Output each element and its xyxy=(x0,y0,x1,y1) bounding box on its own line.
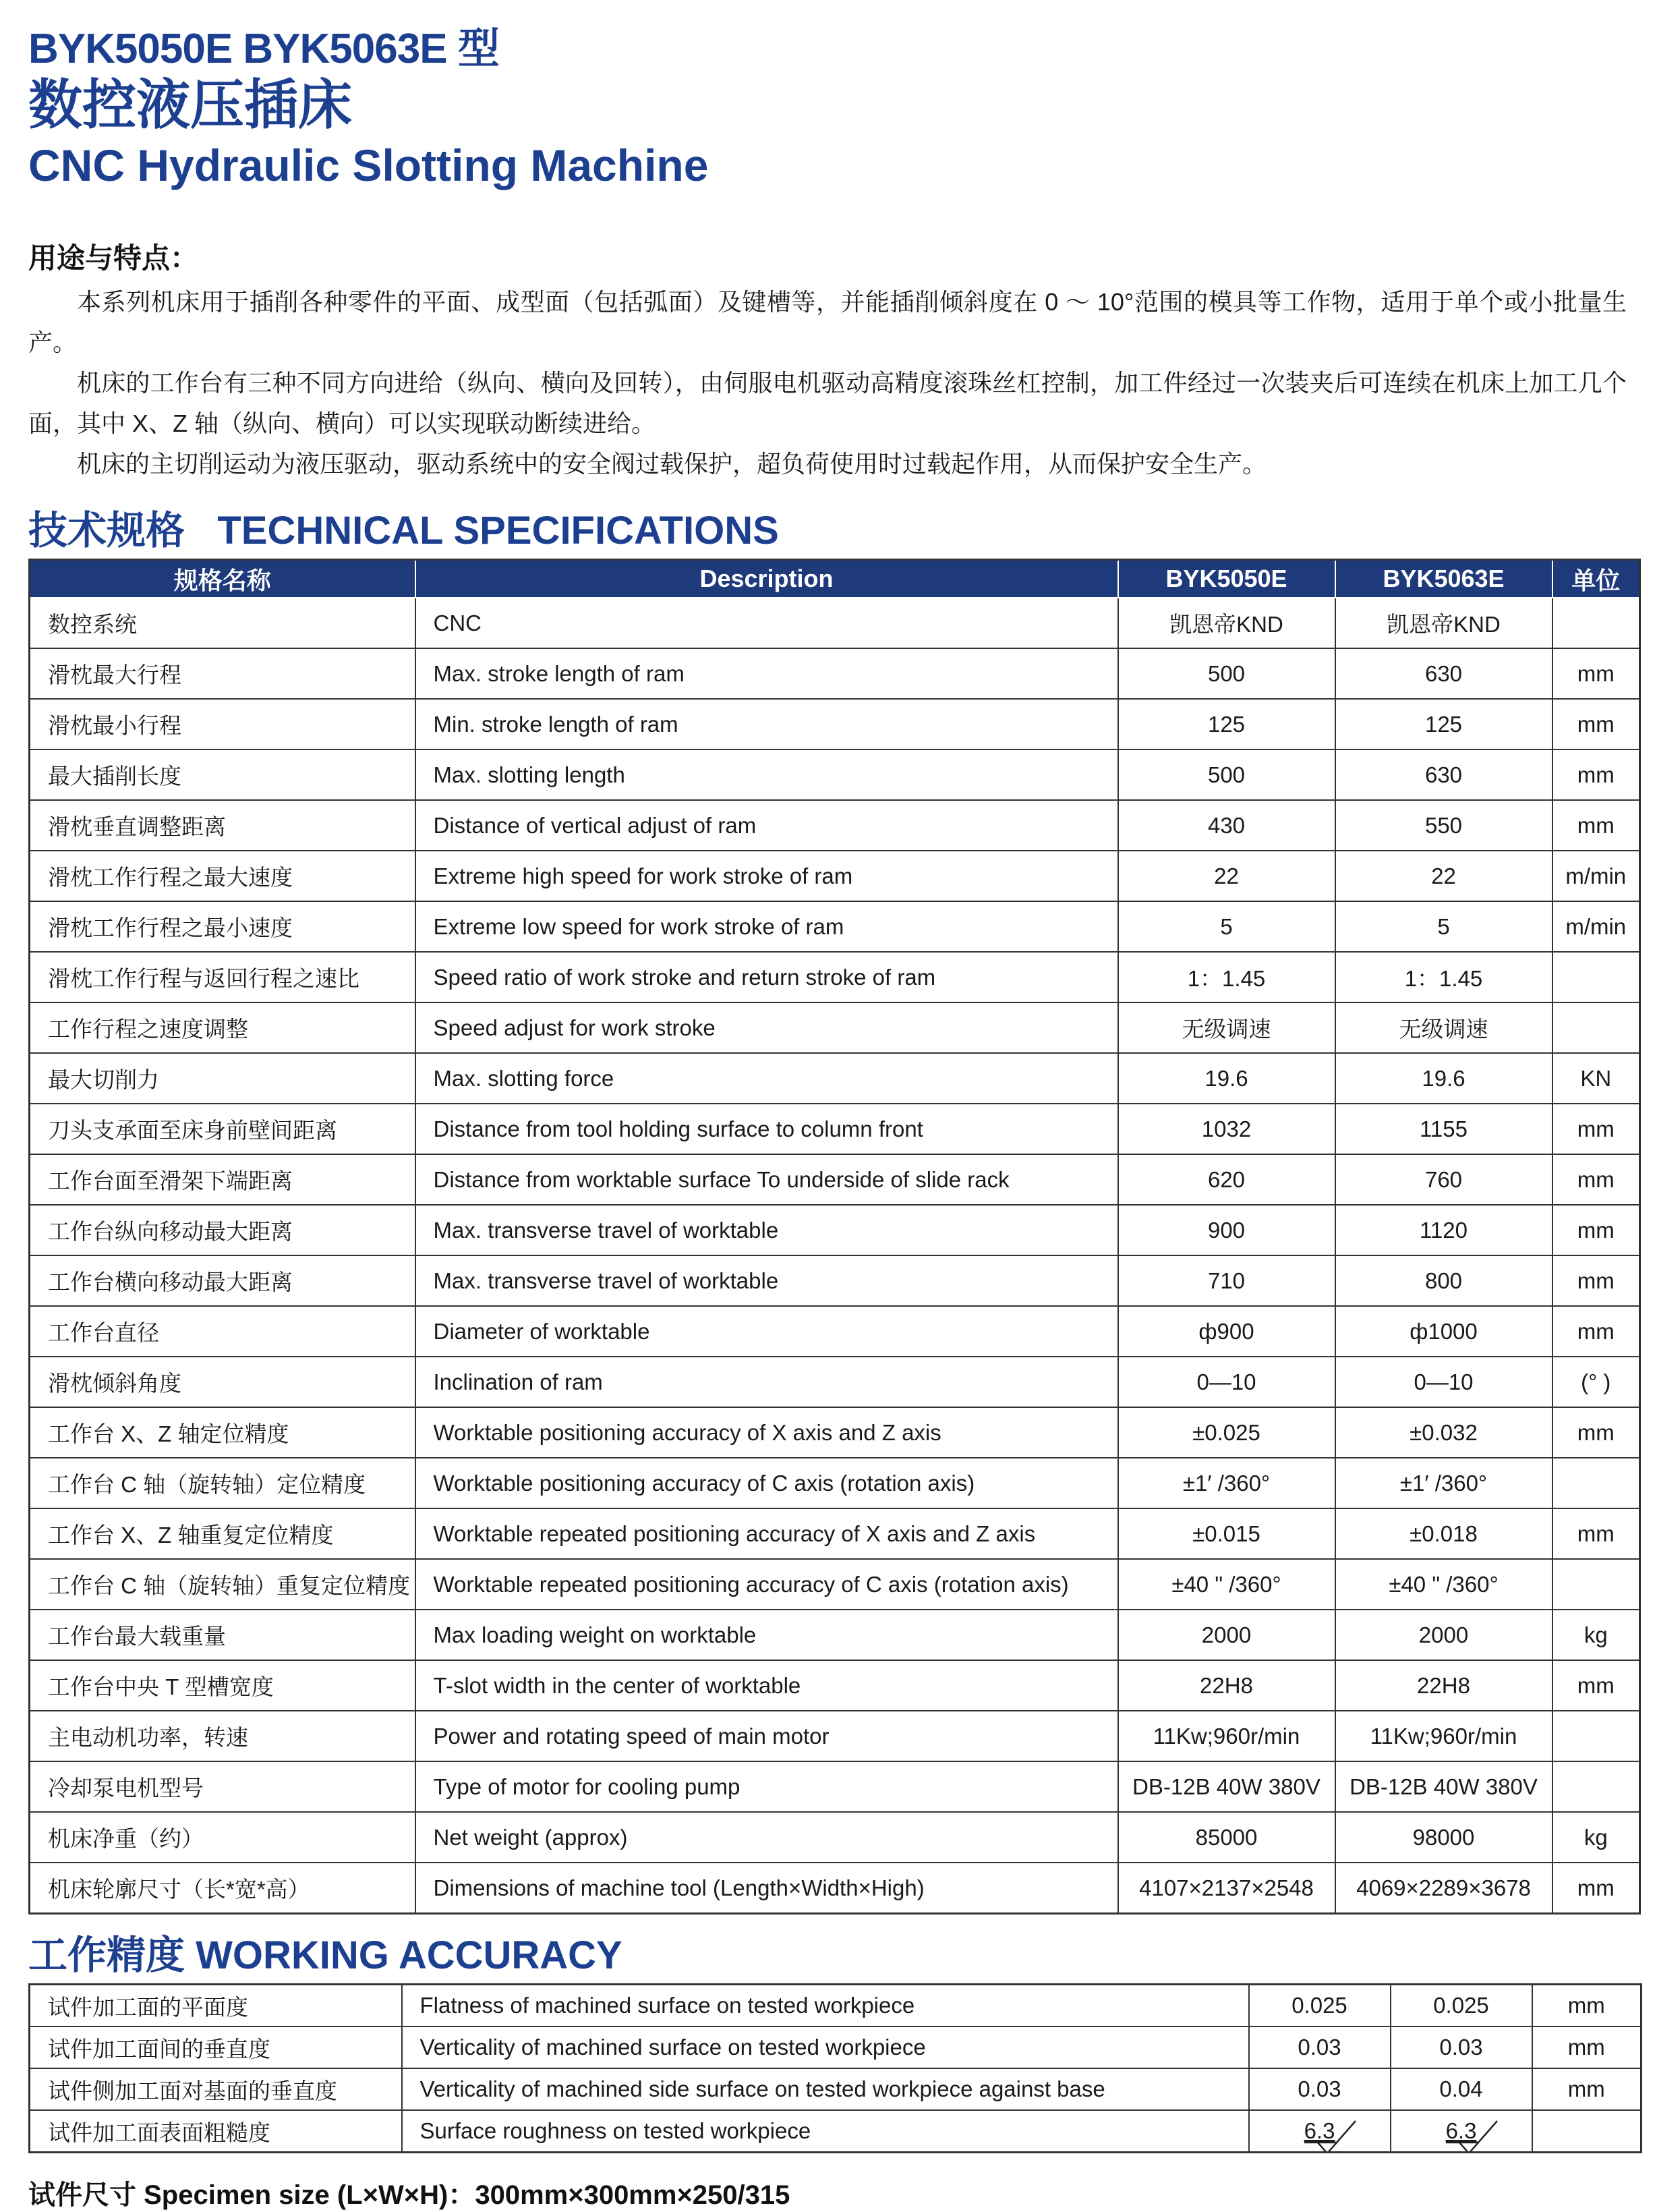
cell-description: Max. transverse travel of worktable xyxy=(415,1255,1118,1306)
model-title: BYK5050E BYK5063E 型 xyxy=(28,26,499,72)
cell-value-a: 5 xyxy=(1118,901,1335,952)
cell-unit: mm xyxy=(1552,1154,1640,1205)
cell-name-cn: 工作台 X、Z 轴重复定位精度 xyxy=(30,1508,415,1559)
cell-name-cn: 试件加工面的平面度 xyxy=(30,1985,402,2027)
table-row xyxy=(30,1205,1640,1255)
cell-name-cn: 试件加工面间的垂直度 xyxy=(30,2026,402,2068)
cell-description: Max. stroke length of ram xyxy=(415,648,1118,699)
table-row xyxy=(30,598,1640,648)
cell-name-cn: 滑枕最大行程 xyxy=(30,648,415,699)
cell-name-cn: 工作台面至滑架下端距离 xyxy=(30,1154,415,1205)
roughness-check-icon xyxy=(1439,2114,1520,2153)
cell-description: Extreme high speed for work stroke of ram xyxy=(415,851,1118,901)
cell-value-a: ±1′ /360° xyxy=(1118,1458,1335,1508)
table-row xyxy=(30,1559,1640,1610)
cell-description: Surface roughness on tested workpiece xyxy=(402,2110,1249,2153)
cell-value-a: 0.03 xyxy=(1249,2026,1391,2068)
table-row xyxy=(30,1985,1642,2027)
cell-value-a: 11Kw;960r/min xyxy=(1118,1711,1335,1761)
cell-value-a: 19.6 xyxy=(1118,1053,1335,1104)
features-paragraph: 机床的工作台有三种不同方向进给（纵向、横向及回转），由伺服电机驱动高精度滚珠丝杠控制，加工件经过一次装夹后可连续在机床上加工几个面，其中 X、Z 轴（纵向、横向）可以实现联动断续进给。 xyxy=(28,369,1627,437)
cell-name-cn: 试件侧加工面对基面的垂直度 xyxy=(30,2068,402,2110)
roughness-symbol xyxy=(1446,2118,1477,2144)
cell-value-a: 710 xyxy=(1118,1255,1335,1306)
cell-value-b: 630 xyxy=(1335,648,1552,699)
cell-value-a: 0.025 xyxy=(1249,1985,1391,2027)
header-cell-unit: 单位 xyxy=(1552,560,1640,598)
table-row xyxy=(30,1255,1640,1306)
cell-description: Max. transverse travel of worktable xyxy=(415,1205,1118,1255)
cell-description: CNC xyxy=(415,598,1118,648)
cell-value-b xyxy=(1391,2110,1532,2153)
cell-unit: mm xyxy=(1552,699,1640,749)
cell-value-b: 0.025 xyxy=(1391,1985,1532,2027)
cell-unit: kg xyxy=(1552,1610,1640,1660)
cell-description: Extreme low speed for work stroke of ram xyxy=(415,901,1118,952)
specs-body xyxy=(30,598,1640,1914)
cell-unit: KN xyxy=(1552,1053,1640,1104)
cell-unit: mm xyxy=(1552,1104,1640,1154)
cell-value-b: 800 xyxy=(1335,1255,1552,1306)
cell-value-a: ±0.015 xyxy=(1118,1508,1335,1559)
cell-value-b: 4069×2289×3678 xyxy=(1335,1863,1552,1914)
cell-value-b: 22H8 xyxy=(1335,1660,1552,1711)
cell-description: Speed ratio of work stroke and return stroke of ram xyxy=(415,952,1118,1002)
table-row xyxy=(30,1812,1640,1863)
cell-name-cn: 滑枕倾斜角度 xyxy=(30,1357,415,1407)
header-cell-model-b: BYK5063E xyxy=(1335,560,1552,598)
cell-unit: mm xyxy=(1552,749,1640,800)
header-cell-name: 规格名称 xyxy=(30,560,415,598)
features-paragraph: 本系列机床用于插削各种零件的平面、成型面（包括弧面）及键槽等，并能插削倾斜度在 0 ～ 10°范围的模具等工作物，适用于单个或小批量生产。 xyxy=(28,288,1627,356)
cell-unit: mm xyxy=(1552,1306,1640,1357)
cell-value-b: 0.04 xyxy=(1391,2068,1532,2110)
cell-value-a: 0.03 xyxy=(1249,2068,1391,2110)
cell-name-cn: 刀头支承面至床身前壁间距离 xyxy=(30,1104,415,1154)
header-cell-model-a: BYK5050E xyxy=(1118,560,1335,598)
cell-name-cn: 机床净重（约） xyxy=(30,1812,415,1863)
cell-value-a: 900 xyxy=(1118,1205,1335,1255)
cell-value-a: ф900 xyxy=(1118,1306,1335,1357)
cell-description: Power and rotating speed of main motor xyxy=(415,1711,1118,1761)
cell-name-cn: 主电动机功率，转速 xyxy=(30,1711,415,1761)
cell-value-b: 无级调速 xyxy=(1335,1002,1552,1053)
cell-value-a: 430 xyxy=(1118,800,1335,851)
cell-value-b: 2000 xyxy=(1335,1610,1552,1660)
table-row xyxy=(30,851,1640,901)
cell-name-cn: 滑枕最小行程 xyxy=(30,699,415,749)
product-name-en: CNC Hydraulic Slotting Machine xyxy=(28,140,709,190)
table-row xyxy=(30,749,1640,800)
table-row xyxy=(30,699,1640,749)
cell-description: Worktable repeated positioning accuracy of X axis and Z axis xyxy=(415,1508,1118,1559)
cell-name-cn: 工作台 C 轴（旋转轴）定位精度 xyxy=(30,1458,415,1508)
cell-unit: mm xyxy=(1552,1407,1640,1458)
table-row xyxy=(30,2026,1642,2068)
cell-unit: mm xyxy=(1552,1660,1640,1711)
cell-value-b: DB-12B 40W 380V xyxy=(1335,1761,1552,1812)
cell-description: Net weight (approx) xyxy=(415,1812,1118,1863)
cell-value-a: ±40 " /360° xyxy=(1118,1559,1335,1610)
cell-description: Dimensions of machine tool (Length×Width×High) xyxy=(415,1863,1118,1914)
cell-description: Min. stroke length of ram xyxy=(415,699,1118,749)
cell-unit: kg xyxy=(1552,1812,1640,1863)
page-content xyxy=(28,24,1627,2153)
cell-name-cn: 工作台最大载重量 xyxy=(30,1610,415,1660)
cell-name-cn: 工作台横向移动最大距离 xyxy=(30,1255,415,1306)
cell-value-a: 1：1.45 xyxy=(1118,952,1335,1002)
cell-description: Speed adjust for work stroke xyxy=(415,1002,1118,1053)
cell-unit: mm xyxy=(1532,2026,1642,2068)
cell-unit xyxy=(1552,952,1640,1002)
cell-unit xyxy=(1552,1711,1640,1761)
cell-value-a: 22H8 xyxy=(1118,1660,1335,1711)
cell-value-a: ±0.025 xyxy=(1118,1407,1335,1458)
cell-value-a: 22 xyxy=(1118,851,1335,901)
features-paragraph: 机床的主切削运动为液压驱动，驱动系统中的安全阀过载保护，超负荷使用时过载起作用，从而保护安全生产。 xyxy=(77,450,1267,478)
cell-value-b: 630 xyxy=(1335,749,1552,800)
cell-value-a: 2000 xyxy=(1118,1610,1335,1660)
cell-value-b: ±0.018 xyxy=(1335,1508,1552,1559)
cell-description: Inclination of ram xyxy=(415,1357,1118,1407)
cell-name-cn: 滑枕工作行程与返回行程之速比 xyxy=(30,952,415,1002)
cell-unit xyxy=(1552,1559,1640,1610)
cell-unit: mm xyxy=(1552,1205,1640,1255)
cell-unit: mm xyxy=(1532,2068,1642,2110)
cell-value-b: 125 xyxy=(1335,699,1552,749)
cell-value-b: ±0.032 xyxy=(1335,1407,1552,1458)
table-row xyxy=(30,1863,1640,1914)
roughness-value: 6.3 xyxy=(1304,2118,1335,2143)
cell-description: Worktable repeated positioning accuracy of C axis (rotation axis) xyxy=(415,1559,1118,1610)
table-row xyxy=(30,901,1640,952)
table-row xyxy=(30,1154,1640,1205)
table-row xyxy=(30,1761,1640,1812)
cell-value-b: ±40 " /360° xyxy=(1335,1559,1552,1610)
table-row xyxy=(30,1711,1640,1761)
cell-name-cn: 最大切削力 xyxy=(30,1053,415,1104)
cell-description: Type of motor for cooling pump xyxy=(415,1761,1118,1812)
table-row xyxy=(30,648,1640,699)
cell-value-b: 1155 xyxy=(1335,1104,1552,1154)
cell-unit xyxy=(1552,1002,1640,1053)
cell-name-cn: 滑枕垂直调整距离 xyxy=(30,800,415,851)
cell-value-b: 1：1.45 xyxy=(1335,952,1552,1002)
accuracy-title: 工作精度 WORKING ACCURACY xyxy=(28,1933,622,1977)
table-row xyxy=(30,2068,1642,2110)
cell-name-cn: 工作行程之速度调整 xyxy=(30,1002,415,1053)
table-row xyxy=(30,1610,1640,1660)
header-cell-description: Description xyxy=(415,560,1118,598)
cell-name-cn: 工作台 C 轴（旋转轴）重复定位精度 xyxy=(30,1559,415,1610)
roughness-symbol xyxy=(1304,2118,1335,2144)
cell-value-a: 凯恩帝KND xyxy=(1118,598,1335,648)
cell-unit: mm xyxy=(1552,1863,1640,1914)
table-row xyxy=(30,952,1640,1002)
cell-value-a xyxy=(1249,2110,1391,2153)
cell-unit: (° ) xyxy=(1552,1357,1640,1407)
cell-unit: mm xyxy=(1532,1985,1642,2027)
cell-value-b: 19.6 xyxy=(1335,1053,1552,1104)
cell-name-cn: 数控系统 xyxy=(30,598,415,648)
table-row xyxy=(30,1002,1640,1053)
table-row xyxy=(30,1306,1640,1357)
specimen-size-note: 试件尺寸 Specimen size (L×W×H)：300mm×300mm×250/315 xyxy=(28,2180,790,2210)
cell-name-cn: 工作台中央 T 型槽宽度 xyxy=(30,1660,415,1711)
cell-name-cn: 工作台直径 xyxy=(30,1306,415,1357)
cell-value-a: 1032 xyxy=(1118,1104,1335,1154)
cell-name-cn: 试件加工面表面粗糙度 xyxy=(30,2110,402,2153)
table-row xyxy=(30,2110,1642,2153)
roughness-value: 6.3 xyxy=(1445,2118,1477,2143)
cell-value-b: 550 xyxy=(1335,800,1552,851)
table-row xyxy=(30,1104,1640,1154)
cell-name-cn: 滑枕工作行程之最小速度 xyxy=(30,901,415,952)
cell-value-b: 98000 xyxy=(1335,1812,1552,1863)
cell-value-a: 4107×2137×2548 xyxy=(1118,1863,1335,1914)
cell-value-b: 0—10 xyxy=(1335,1357,1552,1407)
cell-value-b: 11Kw;960r/min xyxy=(1335,1711,1552,1761)
accuracy-body xyxy=(30,1985,1642,2153)
cell-description: Max. slotting force xyxy=(415,1053,1118,1104)
cell-name-cn: 工作台纵向移动最大距离 xyxy=(30,1205,415,1255)
cell-unit xyxy=(1552,1761,1640,1812)
cell-value-a: DB-12B 40W 380V xyxy=(1118,1761,1335,1812)
cell-unit: mm xyxy=(1552,1508,1640,1559)
cell-description: Distance from worktable surface To underside of slide rack xyxy=(415,1154,1118,1205)
cell-unit: m/min xyxy=(1552,851,1640,901)
specs-title: 技术规格 TECHNICAL SPECIFICATIONS xyxy=(28,509,779,552)
table-row xyxy=(30,1053,1640,1104)
table-row xyxy=(30,1458,1640,1508)
cell-description: Verticality of machined side surface on tested workpiece against base xyxy=(402,2068,1249,2110)
cell-unit: mm xyxy=(1552,1255,1640,1306)
cell-name-cn: 最大插削长度 xyxy=(30,749,415,800)
cell-value-b: 22 xyxy=(1335,851,1552,901)
table-row xyxy=(30,800,1640,851)
cell-name-cn: 机床轮廓尺寸（长*宽*高） xyxy=(30,1863,415,1914)
cell-value-a: 0—10 xyxy=(1118,1357,1335,1407)
roughness-check-icon xyxy=(1298,2114,1378,2153)
cell-unit xyxy=(1552,1458,1640,1508)
cell-unit: mm xyxy=(1552,648,1640,699)
cell-description: Distance from tool holding surface to column front xyxy=(415,1104,1118,1154)
product-name-cn: 数控液压插床 xyxy=(28,75,352,135)
specs-table xyxy=(28,559,1641,1915)
table-row xyxy=(30,1508,1640,1559)
cell-value-b: ф1000 xyxy=(1335,1306,1552,1357)
cell-value-b: 1120 xyxy=(1335,1205,1552,1255)
cell-description: Diameter of worktable xyxy=(415,1306,1118,1357)
table-row xyxy=(30,1660,1640,1711)
cell-description: Distance of vertical adjust of ram xyxy=(415,800,1118,851)
cell-name-cn: 滑枕工作行程之最大速度 xyxy=(30,851,415,901)
cell-description: Flatness of machined surface on tested workpiece xyxy=(402,1985,1249,2027)
cell-value-a: 500 xyxy=(1118,648,1335,699)
cell-value-a: 620 xyxy=(1118,1154,1335,1205)
cell-value-a: 125 xyxy=(1118,699,1335,749)
table-row xyxy=(30,1357,1640,1407)
cell-unit: mm xyxy=(1552,800,1640,851)
cell-unit xyxy=(1552,598,1640,648)
cell-name-cn: 冷却泵电机型号 xyxy=(30,1761,415,1812)
specs-header-row xyxy=(30,560,1640,598)
cell-description: Worktable positioning accuracy of X axis and Z axis xyxy=(415,1407,1118,1458)
cell-value-b: ±1′ /360° xyxy=(1335,1458,1552,1508)
cell-description: Worktable positioning accuracy of C axis (rotation axis) xyxy=(415,1458,1118,1508)
cell-unit xyxy=(1532,2110,1642,2153)
features-heading: 用途与特点： xyxy=(28,242,199,274)
cell-description: Max. slotting length xyxy=(415,749,1118,800)
cell-value-b: 5 xyxy=(1335,901,1552,952)
cell-value-b: 凯恩帝KND xyxy=(1335,598,1552,648)
cell-unit: m/min xyxy=(1552,901,1640,952)
cell-description: Verticality of machined surface on tested workpiece xyxy=(402,2026,1249,2068)
cell-name-cn: 工作台 X、Z 轴定位精度 xyxy=(30,1407,415,1458)
cell-value-a: 85000 xyxy=(1118,1812,1335,1863)
cell-value-a: 500 xyxy=(1118,749,1335,800)
cell-value-b: 760 xyxy=(1335,1154,1552,1205)
accuracy-table xyxy=(28,1983,1642,2153)
cell-description: Max loading weight on worktable xyxy=(415,1610,1118,1660)
cell-description: T-slot width in the center of worktable xyxy=(415,1660,1118,1711)
cell-value-b: 0.03 xyxy=(1391,2026,1532,2068)
cell-value-a: 无级调速 xyxy=(1118,1002,1335,1053)
table-row xyxy=(30,1407,1640,1458)
